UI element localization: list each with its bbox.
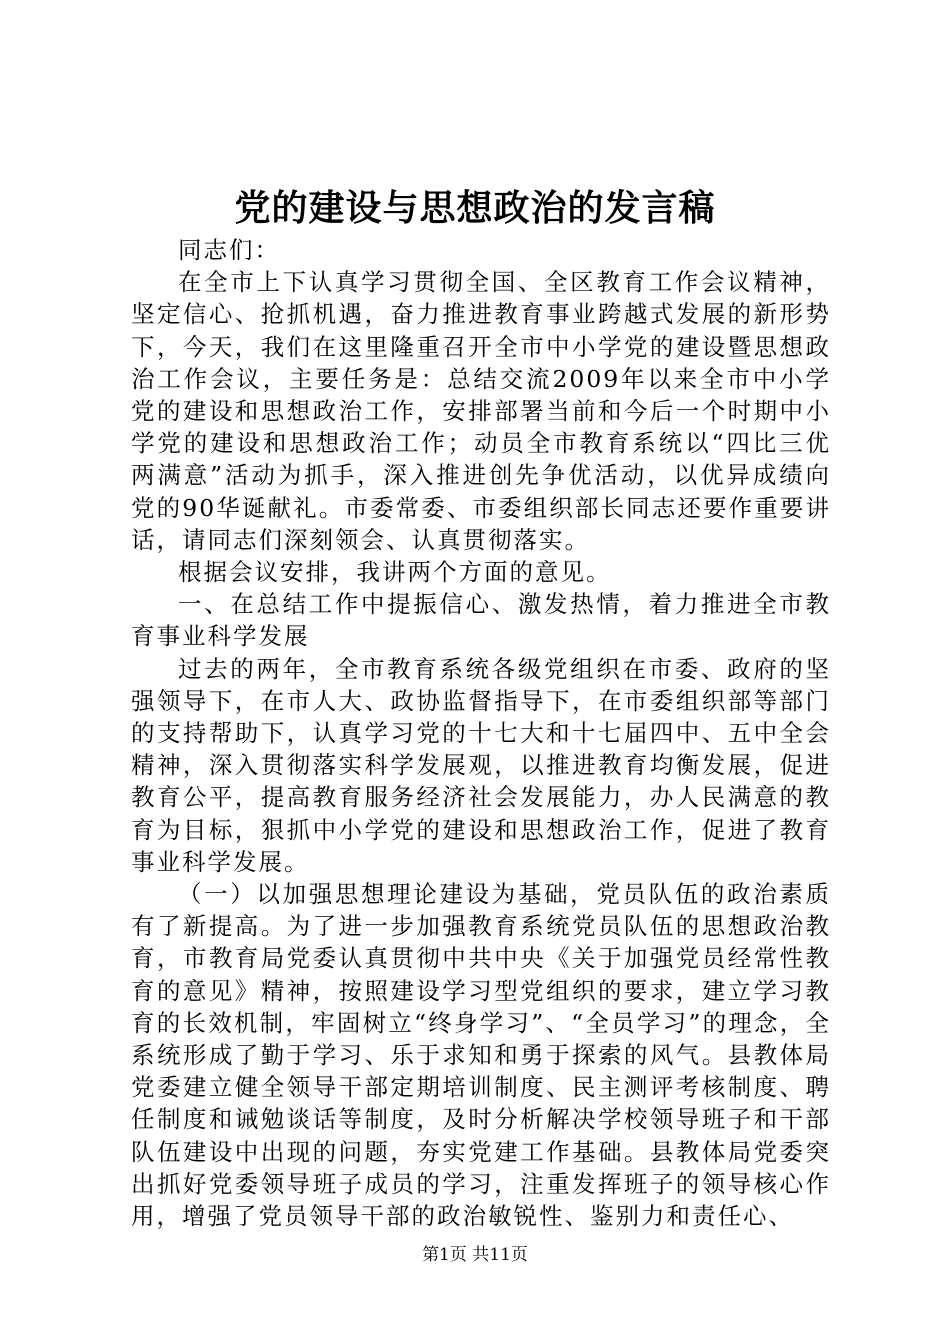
body-paragraph: 过去的两年，全市教育系统各级党组织在市委、政府的坚强领导下，在市人大、政协监督指导下，在市委组织部等部门的支持帮助下，认真学习党的十七大和十七届四中、五中全会精神，深入贯彻落实科学发展观，以推进教育均衡发展，促进教育公平，提高教育服务经济社会发展能力，办人民满意的教育为目标，狠抓中小学党的建设和思想政治工作，促进了教育事业科学发展。	[131, 654, 831, 876]
page-number-footer: 第1页 共11页	[422, 1245, 528, 1265]
salutation-paragraph: 同志们：	[178, 236, 280, 264]
body-paragraph: 根据会议安排，我讲两个方面的意见。	[178, 558, 612, 587]
document-title: 党的建设与思想政治的发言稿	[234, 187, 716, 229]
body-paragraph: （一）以加强思想理论建设为基础，党员队伍的政治素质有了新提高。为了进一步加强教育系统党员队伍的思想政治教育，市教育局党委认真贯彻中共中央《关于加强党员经常性教育的意见》精神，按照建设学习型党组织的要求，建立学习教育的长效机制，牢固树立“终身学习”、“全员学习”的理念，全系统形成了勤于学习、乐于求知和勇于探索的风气。县教体局党委建立健全领导干部定期培训制度、民主测评考核制度、聘任制度和诫勉谈话等制度，及时分析解决学校领导班子和干部队伍建设中出现的问题，夯实党建工作基础。县教体局党委突出抓好党委领导班子成员的学习，注重发挥班子的领导核心作用，增强了党员领导干部的政治敏锐性、鉴别力和责任心、	[131, 880, 831, 1231]
section-heading: 一、在总结工作中提振信心、激发热情，着力推进全市教育事业科学发展	[131, 590, 831, 651]
body-paragraph: 在全市上下认真学习贯彻全国、全区教育工作会议精神，坚定信心、抢抓机遇，奋力推进教育事业跨越式发展的新形势下，今天，我们在这里隆重召开全市中小学党的建设暨思想政治工作会议，主要任务是：总结交流2009年以来全市中小学党的建设和思想政治工作，安排部署当前和今后一个时期中小学党的建设和思想政治工作；动员全市教育系统以“四比三优两满意”活动为抓手，深入推进创先争优活动，以优异成绩向党的90华诞献礼。市委常委、市委组织部长同志还要作重要讲话，请同志们深刻领会、认真贯彻落实。	[131, 268, 831, 554]
document-body	[131, 234, 831, 1232]
